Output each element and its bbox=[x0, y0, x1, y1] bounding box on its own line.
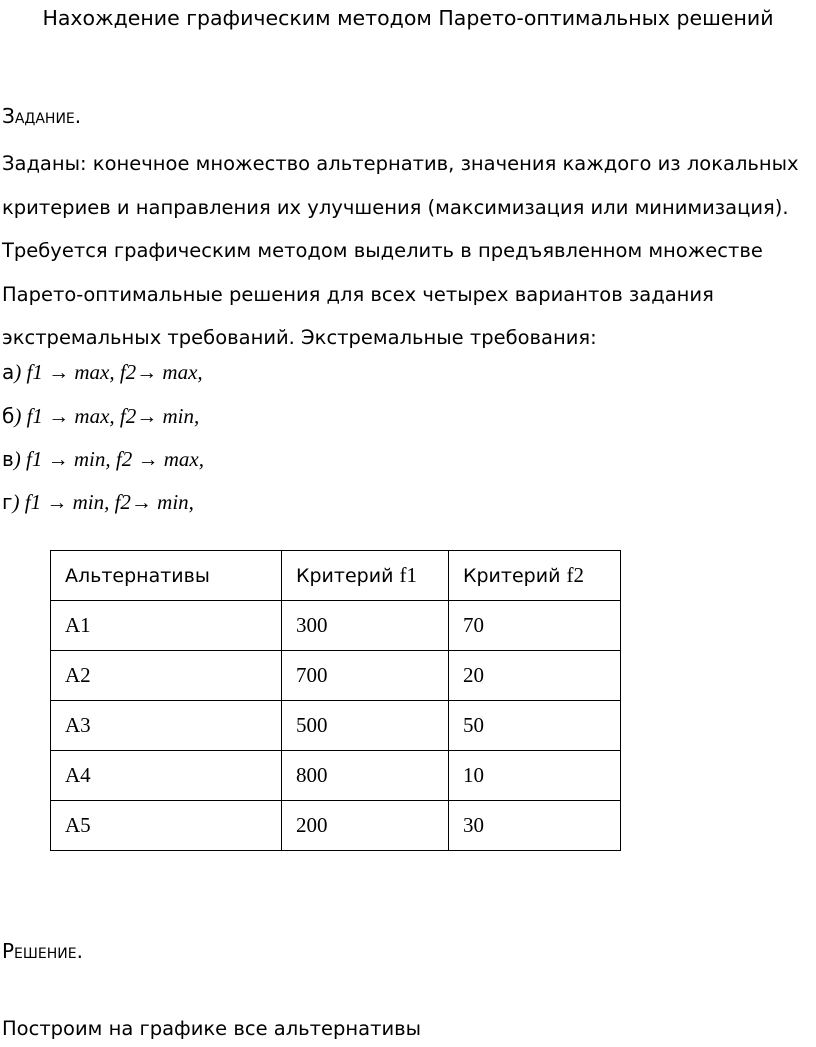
header-criterion-symbol: f1 bbox=[399, 563, 417, 587]
requirement-letter: а bbox=[2, 360, 15, 384]
table-cell-alternative: A4 bbox=[51, 751, 282, 801]
table-row bbox=[51, 751, 621, 801]
header-text: Критерий bbox=[296, 565, 400, 587]
task-heading: Задание. bbox=[2, 104, 82, 128]
table-cell-f2: 30 bbox=[449, 801, 621, 851]
table-cell-f2: 20 bbox=[449, 651, 621, 701]
requirement-b bbox=[2, 403, 199, 429]
table-cell-f2: 70 bbox=[449, 601, 621, 651]
requirement-c bbox=[2, 446, 204, 472]
requirement-letter: в bbox=[2, 447, 14, 471]
requirement-formula: ) f1 → max, f2→ max, bbox=[14, 360, 203, 384]
header-text: Альтернативы bbox=[65, 564, 210, 587]
table-cell-alternative: A2 bbox=[51, 651, 282, 701]
requirement-formula: ) f1 → max, f2→ min, bbox=[14, 404, 200, 428]
table-row bbox=[51, 701, 621, 751]
requirement-letter: г bbox=[2, 490, 13, 514]
table-cell-f2: 50 bbox=[449, 701, 621, 751]
table-cell-alternative: A1 bbox=[51, 601, 282, 651]
table-cell-alternative: A3 bbox=[51, 701, 282, 751]
task-line: критериев и направления их улучшения (максимизация или минимизация). bbox=[2, 195, 789, 219]
requirement-formula: ) f1 → min, f2 → max, bbox=[13, 447, 204, 471]
table-header-cell bbox=[51, 551, 282, 601]
task-line: Требуется графическим методом выделить в предъявленном множестве bbox=[2, 239, 763, 262]
task-line: экстремальных требований. Экстремальные требования: bbox=[2, 326, 597, 349]
alternatives-table bbox=[50, 550, 621, 851]
header-criterion-symbol: f2 bbox=[566, 563, 584, 587]
solution-heading: Решение. bbox=[2, 939, 83, 963]
page-title: Нахождение графическим методом Парето-оптимальных решений bbox=[42, 6, 774, 30]
requirement-a bbox=[2, 359, 203, 385]
table-row bbox=[51, 651, 621, 701]
task-line: Парето-оптимальные решения для всех четырех вариантов задания bbox=[2, 282, 714, 306]
requirement-formula: ) f1 → min, f2→ min, bbox=[12, 490, 194, 514]
table-cell-alternative: A5 bbox=[51, 801, 282, 851]
header-text: Критерий bbox=[463, 565, 567, 587]
table-cell-f1: 300 bbox=[282, 601, 449, 651]
task-line: Заданы: конечное множество альтернатив, значения каждого из локальных bbox=[2, 152, 799, 175]
table-row bbox=[51, 601, 621, 651]
table-header-cell bbox=[449, 551, 621, 601]
task-description bbox=[2, 142, 814, 360]
requirement-d bbox=[2, 489, 194, 515]
table-header-cell bbox=[282, 551, 449, 601]
table-cell-f1: 200 bbox=[282, 801, 449, 851]
closing-text: Построим на графике все альтернативы bbox=[2, 1017, 422, 1040]
table-cell-f1: 500 bbox=[282, 701, 449, 751]
table-cell-f2: 10 bbox=[449, 751, 621, 801]
table-header-row bbox=[51, 551, 621, 601]
table-cell-f1: 700 bbox=[282, 651, 449, 701]
requirement-letter: б bbox=[2, 404, 15, 428]
table-row bbox=[51, 801, 621, 851]
table-cell-f1: 800 bbox=[282, 751, 449, 801]
